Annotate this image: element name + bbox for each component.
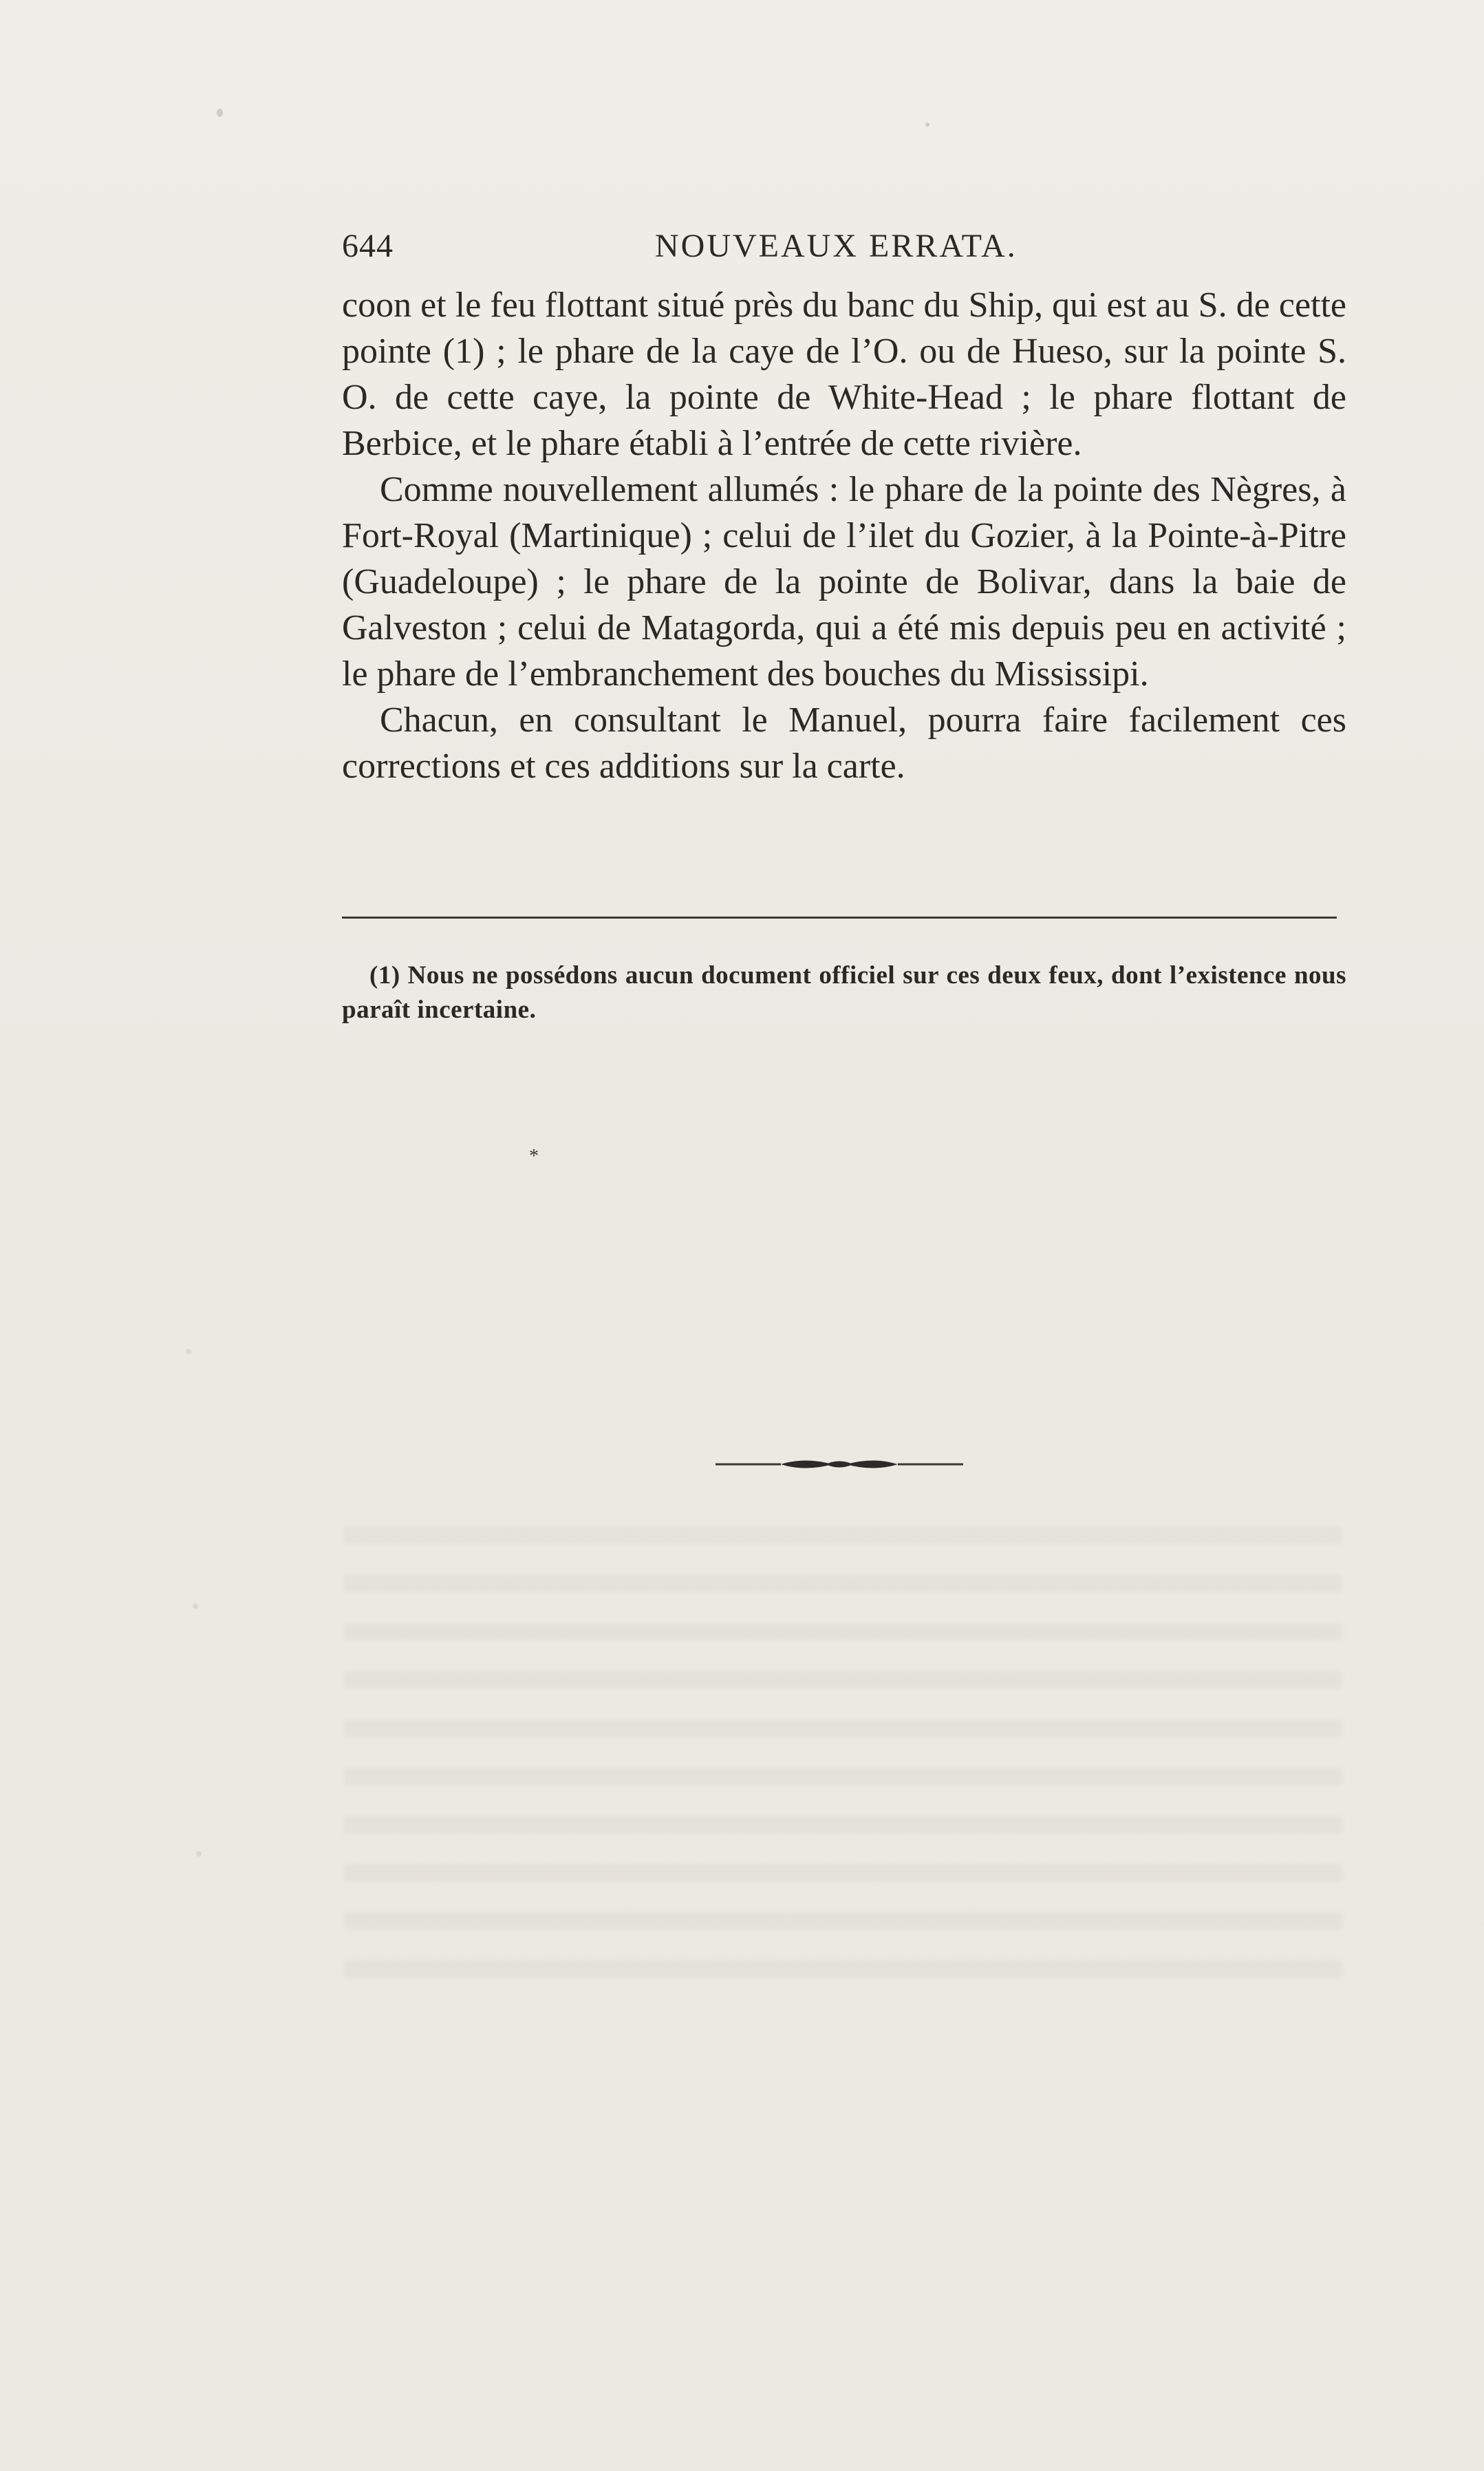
paper-speck	[186, 1349, 191, 1354]
paper-speck	[196, 1851, 202, 1857]
body-text	[342, 282, 1346, 789]
star-mark: *	[529, 1146, 539, 1167]
footnote: (1) Nous ne possédons aucun document officiel sur ces deux feux, dont l’existence nous paraît incertaine.	[342, 961, 1346, 1024]
paper-speck	[925, 122, 929, 127]
page-number: 644	[342, 228, 394, 264]
footnote-rule	[342, 917, 1337, 919]
paper-speck	[217, 109, 223, 117]
running-head	[342, 227, 1346, 275]
paragraph-conclusion: Chacun, en consultant le Manuel, pourra faire facilement ces corrections et ces additions sur la carte.	[342, 700, 1346, 786]
bleed-through-texture	[344, 1500, 1342, 1996]
end-ornament	[716, 1454, 963, 1475]
running-title: NOUVEAUX ERRATA.	[655, 228, 1018, 264]
paragraph-continuation: coon et le feu flottant situé près du banc du Ship, qui est au S. de cette pointe (1) ; le phare de la caye de l’O. ou de Hueso, sur la pointe S. O. de cette caye, la pointe de White-Head ; le phare flottant de Berbice, et le phare établi à l’entrée de cette rivière.	[342, 286, 1346, 463]
paragraph-newly-lit: Comme nouvellement allumés : le phare de la pointe des Nègres, à Fort-Royal (Martinique) ; celui de l’ilet du Gozier, à la Pointe-à-Pitre (Guadeloupe) ; le phare de la pointe de Bolivar, dans la baie de Galveston ; celui de Matagorda, qui a été mis depuis peu en activité ; le phare de l’embranchement des bouches du Mississipi.	[342, 470, 1346, 694]
paper-speck	[193, 1603, 198, 1609]
